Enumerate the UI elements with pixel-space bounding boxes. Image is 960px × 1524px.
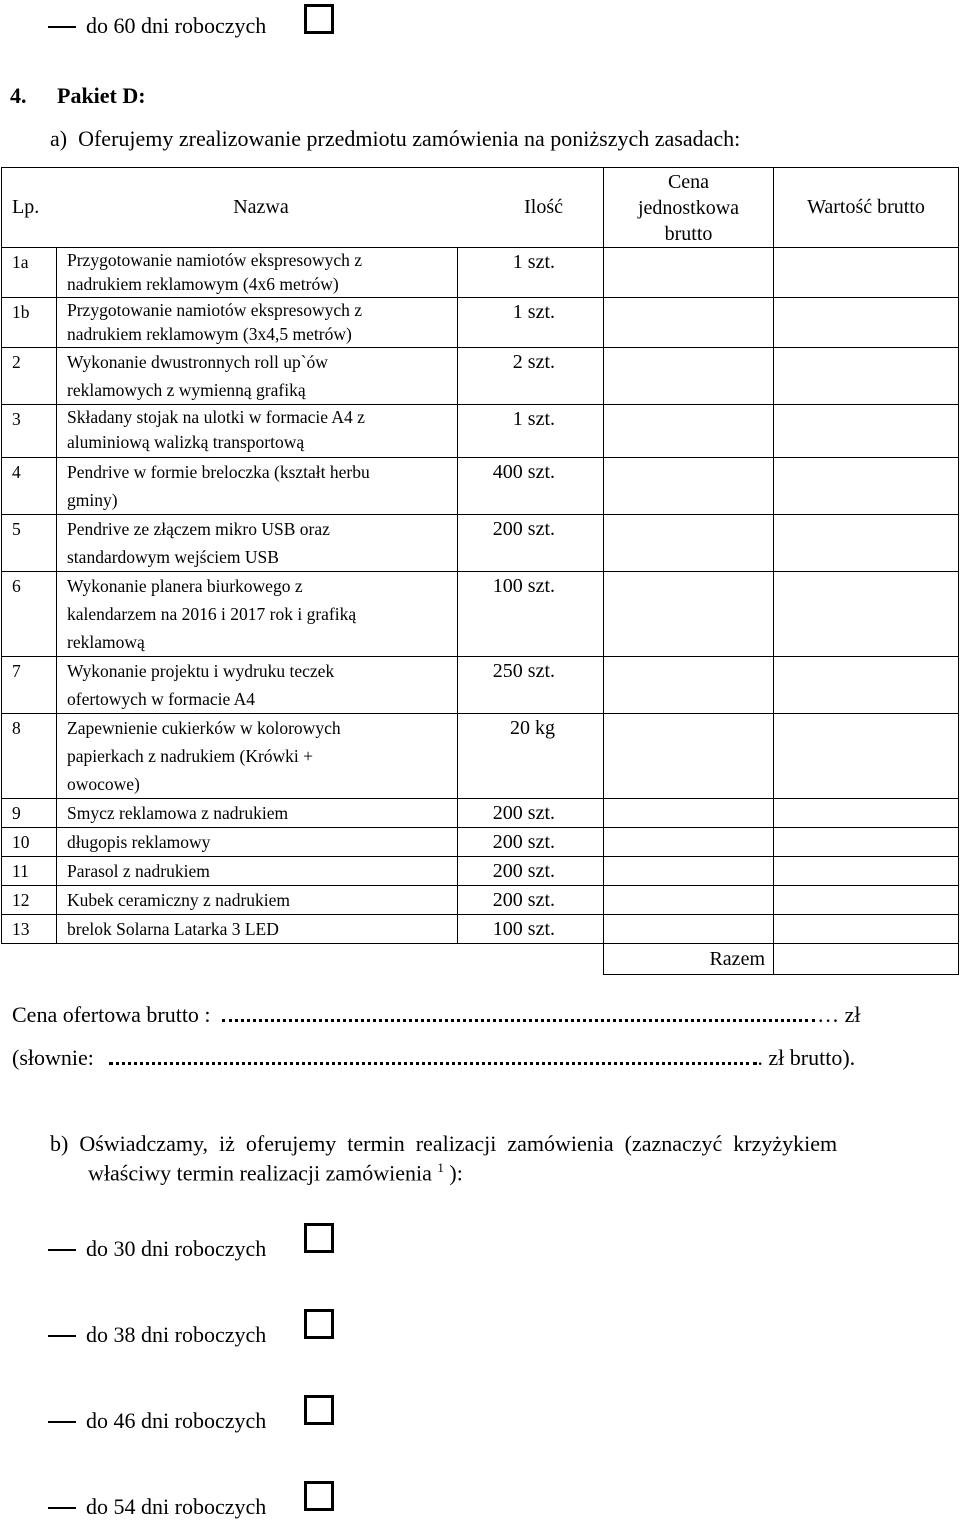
total-label: Razem <box>604 944 774 975</box>
row-name-line: aluminiową walizką transportową <box>67 432 305 452</box>
row-name: brelok Solarna Latarka 3 LED <box>57 915 458 944</box>
row-value-cell <box>774 572 959 657</box>
table-row <box>2 298 959 348</box>
header-lp: Lp. <box>2 168 57 248</box>
table-row <box>2 248 959 298</box>
row-name <box>57 714 458 799</box>
row-name-line: Zapewnienie cukierków w kolorowych <box>67 718 341 738</box>
row-lp: 8 <box>2 714 57 799</box>
row-lp: 4 <box>2 458 57 515</box>
option-label-30: do 30 dni roboczych <box>86 1236 267 1261</box>
table-row <box>2 886 959 915</box>
table-row <box>2 828 959 857</box>
row-name-line: Wykonanie planera biurkowego z <box>67 576 303 596</box>
row-unit-price-cell <box>604 248 774 298</box>
point-b-line1: b) Oświadczamy, iż oferujemy termin realizacji zamówienia (zaznaczyć krzyżykiem <box>50 1131 838 1156</box>
row-name-line: Przygotowanie namiotów ekspresowych z <box>67 300 362 320</box>
row-value-cell <box>774 714 959 799</box>
row-unit-price-cell <box>604 915 774 944</box>
row-unit-price-cell <box>604 298 774 348</box>
row-lp: 10 <box>2 828 57 857</box>
total-value-cell <box>774 944 959 975</box>
row-value-cell <box>774 915 959 944</box>
row-unit-price-cell <box>604 657 774 714</box>
row-qty: 250 szt. <box>458 657 604 714</box>
table-row <box>2 857 959 886</box>
option-dash <box>48 1335 76 1337</box>
row-name-line: kalendarzem na 2016 i 2017 rok i grafiką <box>67 604 357 624</box>
offer-words-suffix: . zł brutto). <box>757 1045 856 1070</box>
row-unit-price-cell <box>604 458 774 515</box>
header-name: Nazwa <box>57 168 458 248</box>
row-name-line: owocowe) <box>67 774 140 794</box>
section-title: Pakiet D: <box>57 83 146 108</box>
row-lp: 6 <box>2 572 57 657</box>
option-dash <box>48 1249 76 1251</box>
row-lp: 1b <box>2 298 57 348</box>
row-name <box>57 298 458 348</box>
row-value-cell <box>774 248 959 298</box>
point-b-line2 <box>88 1160 463 1186</box>
row-name-line: gminy) <box>67 490 118 510</box>
offer-price-currency: … zł <box>817 1002 861 1027</box>
row-name-line: reklamowych z wymienną grafiką <box>67 380 306 400</box>
checkbox-30-days[interactable] <box>304 1223 334 1253</box>
row-name-line: Pendrive w formie breloczka (kształt herbu <box>67 462 370 482</box>
row-qty: 1 szt. <box>458 298 604 348</box>
row-name: długopis reklamowy <box>57 828 458 857</box>
row-name <box>57 458 458 515</box>
row-lp: 12 <box>2 886 57 915</box>
row-name: Smycz reklamowa z nadrukiem <box>57 799 458 828</box>
row-name: Kubek ceramiczny z nadrukiem <box>57 886 458 915</box>
row-name <box>57 515 458 572</box>
point-b-end: ): <box>443 1160 463 1186</box>
header-unit-price-line2: jednostkowa <box>637 196 740 219</box>
row-name-line: Przygotowanie namiotów ekspresowych z <box>67 250 362 270</box>
row-name-line: ofertowych w formacie A4 <box>67 689 256 709</box>
row-value-cell <box>774 828 959 857</box>
header-value: Wartość brutto <box>774 168 959 248</box>
row-unit-price-cell <box>604 405 774 458</box>
row-value-cell <box>774 405 959 458</box>
row-qty: 200 szt. <box>458 857 604 886</box>
row-unit-price-cell <box>604 515 774 572</box>
row-value-cell <box>774 458 959 515</box>
row-qty: 100 szt. <box>458 572 604 657</box>
row-name <box>57 657 458 714</box>
table-row <box>2 915 959 944</box>
row-name-line: Wykonanie dwustronnych roll up`ów <box>67 352 328 372</box>
row-name-line: nadrukiem reklamowym (3x4,5 metrów) <box>67 324 352 344</box>
point-b-text: właściwy termin realizacji zamówienia <box>88 1160 438 1186</box>
row-qty: 200 szt. <box>458 799 604 828</box>
row-lp: 13 <box>2 915 57 944</box>
row-value-cell <box>774 515 959 572</box>
row-qty: 200 szt. <box>458 515 604 572</box>
header-qty: Ilość <box>458 168 604 248</box>
header-unit-price <box>604 168 774 248</box>
row-name: Parasol z nadrukiem <box>57 857 458 886</box>
option-label-60: do 60 dni roboczych <box>86 13 267 38</box>
table-row <box>2 348 959 405</box>
row-lp: 7 <box>2 657 57 714</box>
table-row <box>2 515 959 572</box>
table-row <box>2 799 959 828</box>
row-value-cell <box>774 657 959 714</box>
checkbox-38-days[interactable] <box>304 1309 334 1339</box>
table-row <box>2 657 959 714</box>
row-lp: 9 <box>2 799 57 828</box>
row-name <box>57 348 458 405</box>
option-dash <box>48 26 76 28</box>
table-row <box>2 714 959 799</box>
row-lp: 3 <box>2 405 57 458</box>
row-unit-price-cell <box>604 572 774 657</box>
row-lp: 2 <box>2 348 57 405</box>
offer-price-label: Cena ofertowa brutto : <box>12 1002 217 1027</box>
row-lp: 11 <box>2 857 57 886</box>
option-dash <box>48 1507 76 1509</box>
point-a-text: a) Oferujemy zrealizowanie przedmiotu zamówienia na poniższych zasadach: <box>50 126 741 151</box>
row-qty: 20 kg <box>458 714 604 799</box>
row-unit-price-cell <box>604 886 774 915</box>
row-name <box>57 405 458 458</box>
row-name <box>57 572 458 657</box>
table-row <box>2 458 959 515</box>
offer-words-label: (słownie: <box>12 1045 100 1070</box>
row-name-line: reklamową <box>67 632 145 652</box>
row-unit-price-cell <box>604 348 774 405</box>
price-table <box>1 167 959 975</box>
option-label-38: do 38 dni roboczych <box>86 1322 267 1347</box>
table-row <box>2 405 959 458</box>
row-name-line: Pendrive ze złączem mikro USB oraz <box>67 519 330 539</box>
footnote-ref: 1 <box>437 1160 444 1175</box>
checkbox-60-days[interactable] <box>304 4 334 34</box>
offer-words-line <box>12 1045 912 1071</box>
row-unit-price-cell <box>604 799 774 828</box>
row-value-cell <box>774 799 959 828</box>
section-number: 4. <box>10 83 27 108</box>
row-qty: 200 szt. <box>458 828 604 857</box>
checkbox-46-days[interactable] <box>304 1395 334 1425</box>
row-value-cell <box>774 298 959 348</box>
row-unit-price-cell <box>604 714 774 799</box>
row-value-cell <box>774 348 959 405</box>
row-lp: 1a <box>2 248 57 298</box>
offer-words-field[interactable] <box>109 1059 757 1065</box>
checkbox-54-days[interactable] <box>304 1481 334 1511</box>
row-unit-price-cell <box>604 857 774 886</box>
row-unit-price-cell <box>604 828 774 857</box>
row-name-line: papierkach z nadrukiem (Krówki + <box>67 746 314 766</box>
row-lp: 5 <box>2 515 57 572</box>
offer-price-line <box>12 1002 912 1028</box>
row-value-cell <box>774 886 959 915</box>
option-label-54: do 54 dni roboczych <box>86 1494 267 1519</box>
row-name-line: Wykonanie projektu i wydruku teczek <box>67 661 335 681</box>
header-unit-price-line3: brutto <box>664 222 713 245</box>
table-row <box>2 572 959 657</box>
row-qty: 400 szt. <box>458 458 604 515</box>
row-qty: 2 szt. <box>458 348 604 405</box>
row-qty: 1 szt. <box>458 248 604 298</box>
row-qty: 100 szt. <box>458 915 604 944</box>
option-dash <box>48 1421 76 1423</box>
row-qty: 1 szt. <box>458 405 604 458</box>
total-blank <box>2 944 604 975</box>
header-unit-price-line1: Cena <box>667 170 710 193</box>
offer-price-field[interactable] <box>222 1016 815 1022</box>
row-name-line: standardowym wejściem USB <box>67 547 279 567</box>
table-total-row <box>2 944 959 975</box>
row-name-line: Składany stojak na ulotki w formacie A4 z <box>67 407 365 427</box>
row-name <box>57 248 458 298</box>
table-header-row <box>2 168 959 248</box>
option-label-46: do 46 dni roboczych <box>86 1408 267 1433</box>
row-name-line: nadrukiem reklamowym (4x6 metrów) <box>67 274 339 294</box>
row-value-cell <box>774 857 959 886</box>
row-qty: 200 szt. <box>458 886 604 915</box>
